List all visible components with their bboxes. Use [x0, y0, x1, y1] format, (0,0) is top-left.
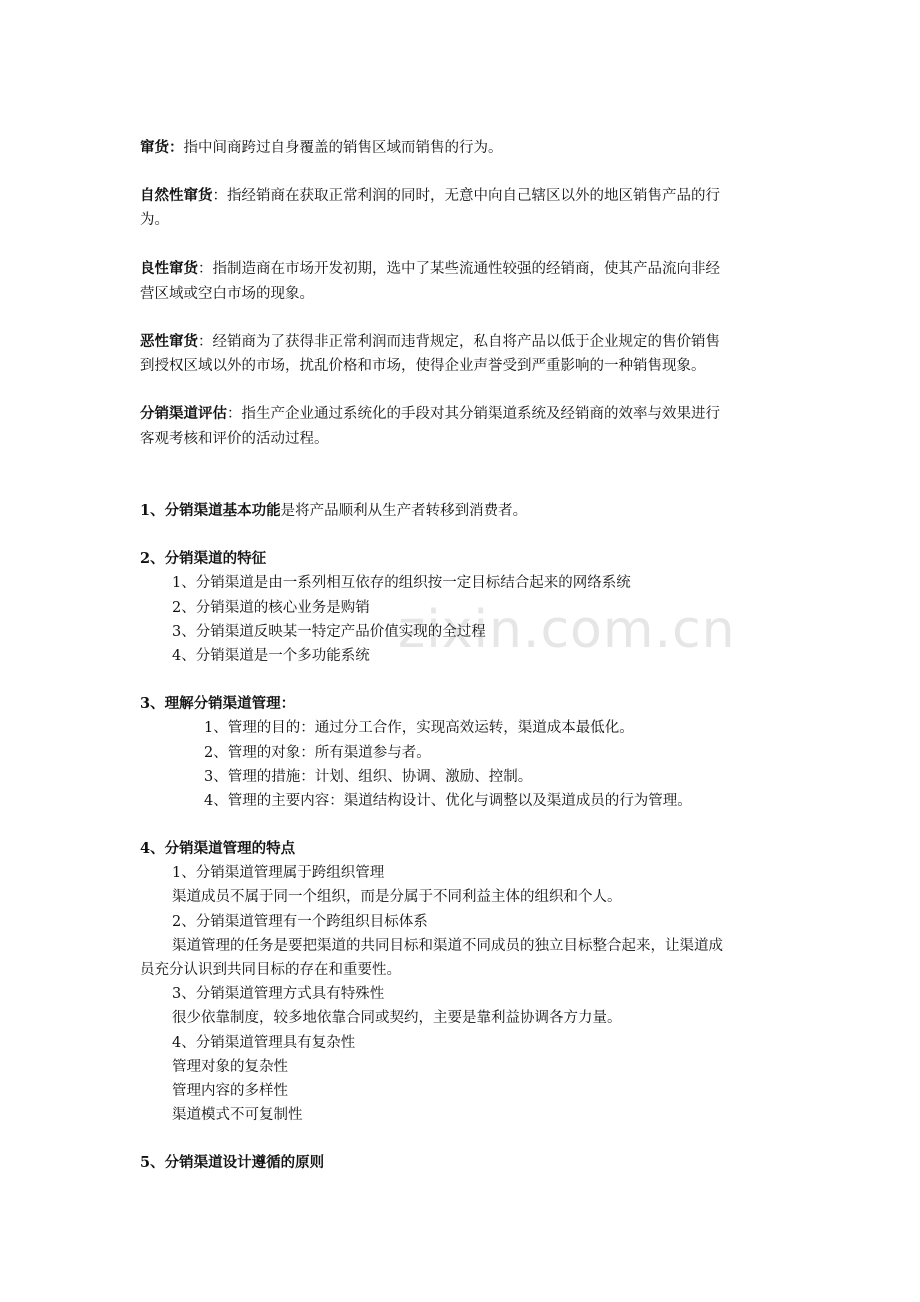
definition-term: 恶性窜货 [140, 333, 198, 350]
paragraph-line: 员充分认识到共同目标的存在和重要性。 [140, 962, 401, 978]
definition-line: 客观考核和评价的活动过程。 [140, 431, 329, 447]
definition-line: 到授权区域以外的市场，扰乱价格和市场，使得企业声誉受到严重影响的一种销售现象。 [140, 358, 706, 374]
list-item: 2、管理的对象：所有渠道参与者。 [204, 745, 431, 761]
list-item: 4、管理的主要内容：渠道结构设计、优化与调整以及渠道成员的行为管理。 [204, 793, 692, 809]
definition-line: 营区域或空白市场的现象。 [140, 286, 314, 302]
list-item: 2、分销渠道管理有一个跨组织目标体系 [172, 914, 428, 930]
definition-line: 自然性窜货：指经销商在获取正常利润的同时，无意中向自己辖区以外的地区销售产品的行 [140, 187, 720, 204]
section-heading: 3、理解分销渠道管理： [140, 695, 296, 712]
paragraph-line: 管理内容的多样性 [172, 1083, 288, 1099]
paragraph-line: 渠道管理的任务是要把渠道的共同目标和渠道不同成员的独立目标整合起来，让渠道成 [172, 938, 723, 954]
section-heading: 1、分销渠道基本功能 [140, 502, 281, 519]
section-heading: 4、分销渠道管理的特点 [140, 840, 296, 857]
list-item: 3、管理的措施：计划、组织、协调、激励、控制。 [204, 769, 533, 785]
definition-line: 为。 [140, 212, 169, 228]
paragraph-line: 渠道模式不可复制性 [172, 1107, 303, 1123]
definition-line: 良性窜货：指制造商在市场开发初期，选中了某些流通性较强的经销商，使其产品流向非经 [140, 260, 720, 277]
list-item: 3、分销渠道反映某一特定产品价值实现的全过程 [172, 624, 486, 640]
list-item: 1、管理的目的：通过分工合作，实现高效运转，渠道成本最低化。 [204, 720, 634, 736]
definition-term: 分销渠道评估 [140, 405, 227, 422]
list-item: 1、分销渠道管理属于跨组织管理 [172, 865, 385, 881]
section-heading: 5、分销渠道设计遵循的原则 [140, 1154, 325, 1171]
definition-term: 窜货： [140, 139, 184, 156]
list-item: 4、分销渠道管理具有复杂性 [172, 1035, 356, 1051]
list-item: 3、分销渠道管理方式具有特殊性 [172, 986, 385, 1002]
definition-term: 自然性窜货 [140, 187, 213, 204]
list-item: 4、分销渠道是一个多功能系统 [172, 648, 370, 664]
list-item: 1、分销渠道是由一系列相互依存的组织按一定目标结合起来的网络系统 [172, 575, 631, 591]
definition-line: 恶性窜货：经销商为了获得非正常利润而违背规定，私自将产品以低于企业规定的售价销售 [140, 333, 720, 350]
paragraph-line: 管理对象的复杂性 [172, 1059, 288, 1075]
section-heading: 2、分销渠道的特征 [140, 550, 267, 567]
paragraph-line: 渠道成员不属于同一个组织，而是分属于不同利益主体的组织和个人。 [172, 889, 622, 905]
list-item: 2、分销渠道的核心业务是购销 [172, 600, 370, 616]
definition-term: 良性窜货 [140, 260, 198, 277]
definition-line: 分销渠道评估：指生产企业通过系统化的手段对其分销渠道系统及经销商的效率与效果进行 [140, 405, 720, 422]
definition-line: 窜货：指中间商跨过自身覆盖的销售区域而销售的行为。 [140, 139, 503, 156]
watermark: zixin.com.cn [398, 600, 736, 660]
section-1: 1、分销渠道基本功能是将产品顺利从生产者转移到消费者。 [140, 502, 528, 519]
paragraph-line: 很少依靠制度，较多地依靠合同或契约，主要是靠利益协调各方力量。 [172, 1010, 622, 1026]
